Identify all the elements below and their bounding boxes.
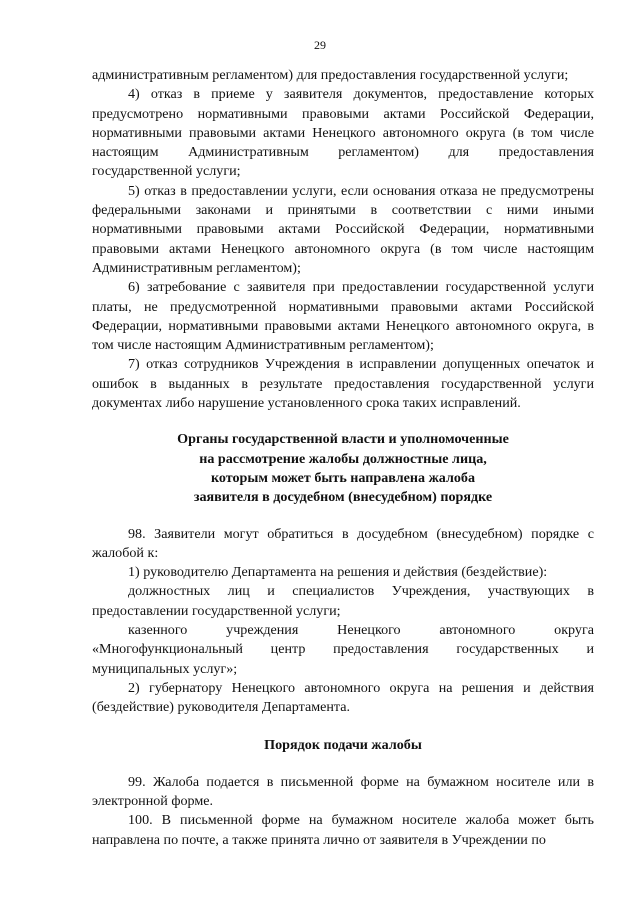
paragraphs-bottom xyxy=(92,773,594,850)
paragraph: должностных лиц и специалистов Учреждения, участвующих в предоставлении государственной услуги; xyxy=(92,583,594,619)
section-heading-complaint-bodies xyxy=(92,430,594,507)
heading-line: заявителя в досудебном (внесудебном) порядке xyxy=(193,489,493,506)
paragraph: 99. Жалоба подается в письменной форме на бумажном носителе или в электронной форме. xyxy=(92,773,594,810)
document-body xyxy=(92,66,594,850)
paragraph: казенного учреждения Ненецкого автономного округа «Многофункциональный центр предоставления государственных и муниципальных услуг»; xyxy=(92,622,594,677)
heading-line: Порядок подачи жалобы xyxy=(264,736,422,753)
paragraph: 4) отказ в приеме у заявителя документов, предоставление которых предусмотрено нормативными правовыми актами Российской Федерации, нормативными правовыми актами Ненецкого автономного округа (в том числе настоящим Административным регламентом) для предоставления государственной услуги; xyxy=(92,86,594,180)
paragraphs-top xyxy=(92,66,594,413)
section-heading-complaint-procedure xyxy=(92,736,594,755)
paragraph: административным регламентом) для предоставления государственной услуги; xyxy=(92,67,569,83)
paragraph: 5) отказ в предоставлении услуги, если основания отказа не предусмотрены федеральными законами и принятыми в соответствии с ними иными нормативными правовыми актами Российской Федерации, нормативными правовыми актами Ненецкого автономного округа (в том числе настоящим Административным регламентом); xyxy=(92,182,594,276)
heading-line: на рассмотрение жалобы должностные лица, xyxy=(199,450,487,467)
paragraph: 6) затребование с заявителя при предоставлении государственной услуги платы, не предусмотренной нормативными правовыми актами Российской Федерации, нормативными правовыми актами Ненецкого автономного округа, в том числе настоящим Административным регламентом); xyxy=(92,279,594,354)
heading-line: которым может быть направлена жалоба xyxy=(210,469,476,486)
heading-line: Органы государственной власти и уполномоченные xyxy=(177,431,509,448)
paragraph: 7) отказ сотрудников Учреждения в исправлении допущенных опечаток и ошибок в выданных в результате предоставления государственной услуги документах либо нарушение установленного срока таких исправлений. xyxy=(92,356,594,412)
paragraphs-middle xyxy=(92,525,594,718)
paragraph: 100. В письменной форме на бумажном носителе жалоба может быть направлена по почте, а также принята лично от заявителя в Учреждении по xyxy=(92,812,594,848)
paragraph: 1) руководителю Департамента на решения и действия (бездействие): xyxy=(128,564,548,581)
paragraph: 2) губернатору Ненецкого автономного округа на решения и действия (бездействие) руководителя Департамента. xyxy=(92,679,594,716)
page-number: 29 xyxy=(314,38,326,52)
paragraph: 98. Заявители могут обратиться в досудебном (внесудебном) порядке с жалобой к: xyxy=(92,525,594,561)
